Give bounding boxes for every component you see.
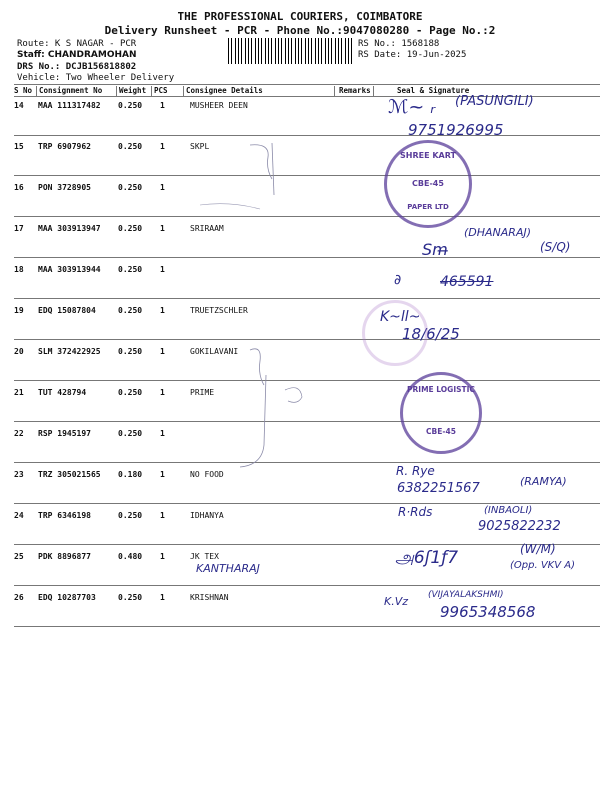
barcode-bar [278, 38, 279, 64]
barcode-bar [275, 38, 276, 64]
col-divider [116, 86, 117, 96]
signature: ℳ~ ᵣ [388, 96, 436, 118]
shreekart-stamp: SHREE KART CBE-45 PAPER LTD [384, 140, 472, 228]
row-consignment-no: PDK 8896877 [38, 552, 91, 561]
row-consignee: JK TEX [190, 552, 219, 561]
row-divider [14, 585, 600, 586]
handwritten-name: (VIJAYALAKSHMI) [428, 590, 504, 600]
row-consignee: SRIRAAM [190, 224, 224, 233]
row-consignment-no: MAA 303913944 [38, 265, 101, 274]
barcode-bar [348, 38, 349, 64]
row-consignment-no: SLM 372422925 [38, 347, 101, 356]
barcode-bar [245, 38, 246, 64]
handwritten-name: (DHANARAJ) [464, 226, 532, 239]
row-consignee: PRIME [190, 388, 215, 397]
row-sno: 23 [14, 470, 24, 479]
barcode-bar [318, 38, 319, 64]
row-sno: 24 [14, 511, 24, 520]
col-divider [334, 86, 335, 96]
handwritten-phone: 6382251567 [397, 481, 480, 496]
row-weight: 0.250 [118, 142, 143, 151]
runsheet-subtitle: Delivery Runsheet - PCR - Phone No.:9047080280 - Page No.:2 [104, 24, 496, 37]
staff-info: Staff: CHANDRAMOHAN [17, 50, 137, 60]
handwritten-signer: KANTHARAJ [196, 562, 260, 575]
row-consignment-no: TUT 428794 [38, 388, 87, 397]
row-consignment-no: PON 3728905 [38, 183, 91, 192]
row-weight: 0.250 [118, 388, 143, 397]
barcode-bar [335, 38, 336, 64]
col-divider [373, 86, 374, 96]
row-pcs: 1 [160, 552, 165, 561]
barcode-bar [288, 38, 289, 64]
col-divider [151, 86, 152, 96]
col-header-pcs: PCS [154, 86, 168, 95]
row-pcs: 1 [160, 183, 165, 192]
row-consignment-no: EDQ 15087804 [38, 306, 96, 315]
barcode-bar [241, 38, 242, 64]
row-weight: 0.250 [118, 265, 143, 274]
row-sno: 22 [14, 429, 24, 438]
row-weight: 0.480 [118, 552, 143, 561]
route-info: Route: K S NAGAR - PCR [17, 39, 137, 49]
row-sno: 18 [14, 265, 24, 274]
handwritten-note: (Opp. VKV A) [510, 560, 575, 571]
row-pcs: 1 [160, 511, 165, 520]
row-weight: 0.250 [118, 347, 143, 356]
prime-logistic-stamp: PRIME LOGISTIC CBE-45 [400, 372, 482, 454]
barcode-bar [301, 38, 302, 64]
handwritten-name: (RAMYA) [520, 475, 567, 488]
col-header-remarks: Remarks [339, 86, 371, 95]
barcode-bar [285, 38, 286, 64]
barcode-bar [351, 38, 352, 64]
row-sno: 16 [14, 183, 24, 192]
barcode-bar [265, 38, 266, 64]
col-divider [183, 86, 184, 96]
barcode-bar [308, 38, 309, 64]
row-consignment-no: RSP 1945197 [38, 429, 91, 438]
barcode-bar [345, 38, 346, 64]
row-consignee: IDHANYA [190, 511, 224, 520]
signature: K~ll~ [380, 309, 421, 325]
row-consignee: TRUETZSCHLER [190, 306, 248, 315]
col-header-seal-signature: Seal & Signature [397, 86, 470, 95]
row-sno: 17 [14, 224, 24, 233]
drs-number: DRS No.: DCJB156818802 [17, 62, 137, 72]
row-weight: 0.250 [118, 306, 143, 315]
row-sno: 26 [14, 593, 24, 602]
row-consignee: MUSHEER DEEN [190, 101, 248, 110]
barcode-bar [341, 38, 342, 64]
handwritten-name: (INBAOLI) [484, 505, 533, 516]
row-sno: 19 [14, 306, 24, 315]
handwritten-name: (W/M) [520, 542, 556, 556]
handwritten-name: (PASUNGILI) [455, 94, 534, 109]
barcode-bar [281, 38, 282, 64]
row-sno: 15 [14, 142, 24, 151]
row-consignment-no: MAA 303913947 [38, 224, 101, 233]
row-consignment-no: TRP 6907962 [38, 142, 91, 151]
row-sno: 20 [14, 347, 24, 356]
row-weight: 0.250 [118, 593, 143, 602]
row-pcs: 1 [160, 142, 165, 151]
barcode-bar [251, 38, 252, 64]
row-divider [14, 503, 600, 504]
barcode-bar [235, 38, 236, 64]
barcode-bar [248, 38, 249, 64]
barcode-bar [238, 38, 239, 64]
barcode-bar [258, 38, 259, 64]
header-top-rule [14, 84, 600, 85]
col-header-weight: Weight [119, 86, 147, 95]
signature: அ6ʃ1ƒ7 [395, 548, 459, 568]
barcode-bar [321, 38, 322, 64]
rs-number: RS No.: 1568188 [358, 39, 440, 49]
col-header-consignment: Consignment No [39, 86, 103, 95]
rs-date: RS Date: 19-Jun-2025 [358, 50, 467, 60]
row-consignee: NO FOOD [190, 470, 224, 479]
handwritten-date: 18/6/25 [402, 325, 460, 343]
barcode-bar [298, 38, 299, 64]
row-sno: 14 [14, 101, 24, 110]
row-pcs: 1 [160, 347, 165, 356]
barcode-bar [338, 38, 339, 64]
barcode-bar [261, 38, 262, 64]
barcode-bar [325, 38, 326, 64]
row-pcs: 1 [160, 306, 165, 315]
row-sno: 21 [14, 388, 24, 397]
barcode-bar [331, 38, 332, 64]
pencil-marks [190, 135, 350, 485]
barcode-bar [228, 38, 229, 64]
row-pcs: 1 [160, 470, 165, 479]
handwritten-note: (S/Q) [540, 240, 571, 254]
faded-stamp [362, 300, 428, 366]
col-header-sno: S No [14, 86, 33, 95]
row-consignment-no: TRZ 305021565 [38, 470, 101, 479]
vehicle-info: Vehicle: Two Wheeler Delivery [17, 73, 175, 83]
row-weight: 0.250 [118, 429, 143, 438]
barcode-bar [311, 38, 312, 64]
barcode-bar [315, 38, 316, 64]
barcode-bar [255, 38, 256, 64]
signature: ∂ [394, 272, 402, 288]
row-weight: 0.180 [118, 470, 143, 479]
col-header-consignee: Consignee Details [186, 86, 263, 95]
barcode-bar [305, 38, 306, 64]
row-weight: 0.250 [118, 101, 143, 110]
barcode-bar [295, 38, 296, 64]
row-consignment-no: MAA 111317482 [38, 101, 101, 110]
row-consignment-no: EDQ 10287703 [38, 593, 96, 602]
row-pcs: 1 [160, 224, 165, 233]
barcode-bar [268, 38, 269, 64]
barcode-bar [328, 38, 329, 64]
row-divider [14, 544, 600, 545]
row-pcs: 1 [160, 265, 165, 274]
row-sno: 25 [14, 552, 24, 561]
signature: Sm̶ [422, 240, 448, 259]
row-weight: 0.250 [118, 511, 143, 520]
row-pcs: 1 [160, 429, 165, 438]
row-consignee: SKPL [190, 142, 210, 151]
signature: R·Rds [398, 505, 433, 519]
row-weight: 0.250 [118, 224, 143, 233]
row-consignment-no: TRP 6346198 [38, 511, 91, 520]
handwritten-phone: 9965348568 [440, 603, 536, 621]
barcode-bar [231, 38, 232, 64]
row-pcs: 1 [160, 101, 165, 110]
signature: R. Rye [396, 464, 435, 478]
row-pcs: 1 [160, 388, 165, 397]
row-consignee: GOKILAVANI [190, 347, 239, 356]
row-consignee: KRISHNAN [190, 593, 229, 602]
row-pcs: 1 [160, 593, 165, 602]
barcode [228, 38, 352, 64]
barcode-bar [271, 38, 272, 64]
signature: K.Vz [384, 595, 409, 608]
row-divider [14, 626, 600, 627]
handwritten-phone: 9751926995 [408, 121, 504, 139]
handwritten-phone: 9025822232 [478, 519, 561, 534]
runsheet-title: THE PROFESSIONAL COURIERS, COIMBATORE [177, 10, 423, 23]
handwritten-number: 465591 [440, 274, 494, 290]
barcode-bar [291, 38, 292, 64]
row-weight: 0.250 [118, 183, 143, 192]
col-divider [36, 86, 37, 96]
